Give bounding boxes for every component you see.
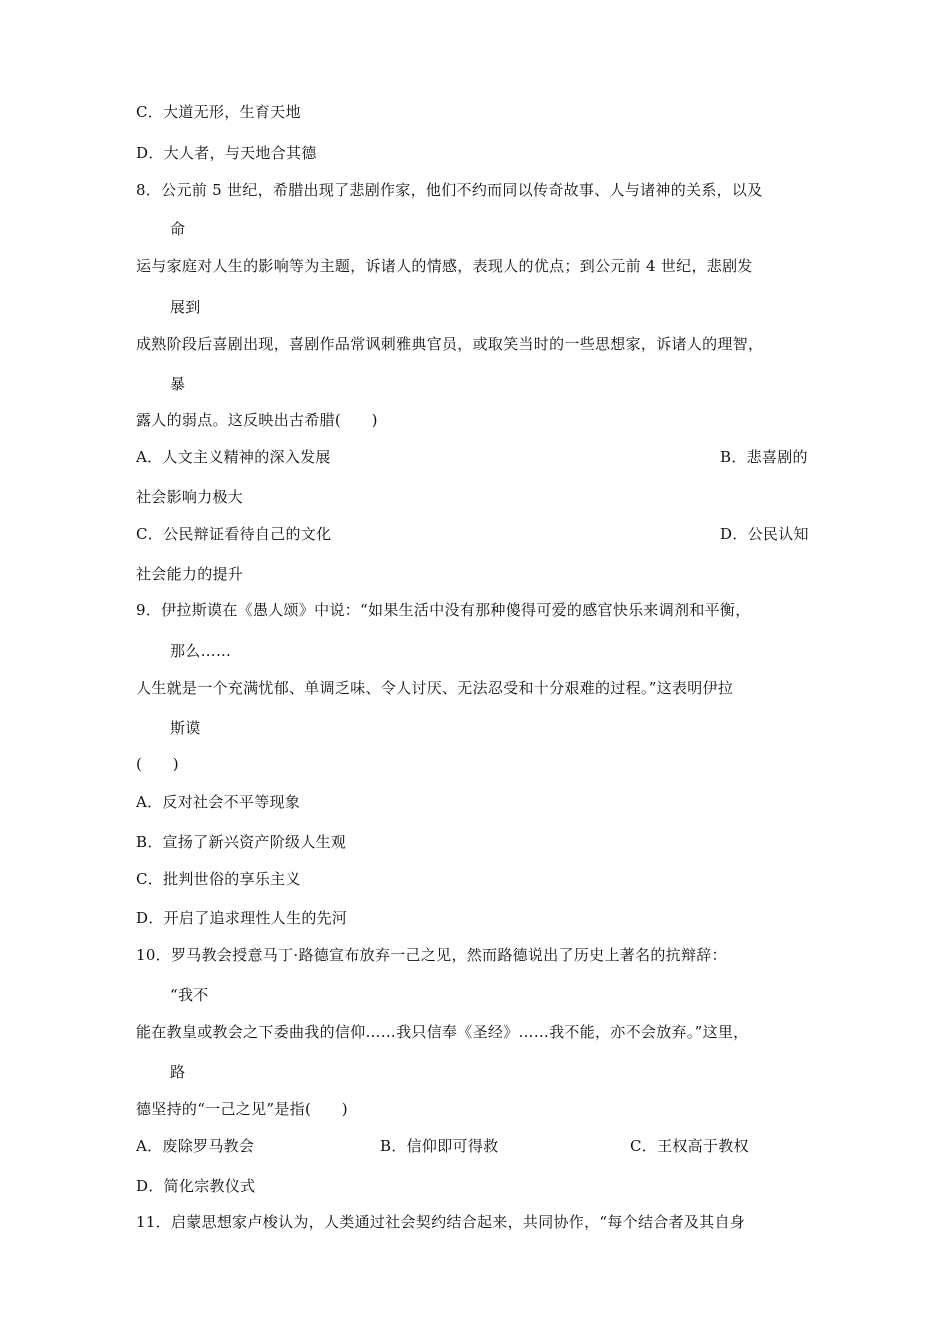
q8-stem-line-3: 运与家庭对人生的影响等为主题，诉诸人的情感，表现人的优点；到公元前 4 世纪，悲剧发 [136,257,753,275]
q9-stem-line-2: 那么…… [170,642,232,660]
q8-option-b: B．悲喜剧的 [720,448,808,466]
q9-option-a: A．反对社会不平等现象 [136,793,301,811]
q10-option-a: A．废除罗马教会 [136,1137,255,1155]
q8-option-b-cont: 社会影响力极大 [136,488,244,506]
q9-option-d: D．开启了追求理性人生的先河 [136,909,348,927]
q8-stem-line-6: 暴 [170,375,186,393]
q10-stem-line-4: 路 [170,1063,186,1081]
q9-option-b: B．宣扬了新兴资产阶级人生观 [136,833,347,851]
q10-stem-line-1: 10．罗马教会授意马丁·路德宣布放弃一己之见，然而路德说出了历史上著名的抗辩辞： [136,946,727,964]
q10-option-d: D．简化宗教仪式 [136,1177,256,1195]
q8-option-d-cont: 社会能力的提升 [136,565,244,583]
q8-option-a: A．人文主义精神的深入发展 [136,448,331,466]
q10-option-c: C．王权高于教权 [630,1137,749,1155]
q8-stem-line-4: 展到 [170,298,201,316]
q8-stem-line-7: 露人的弱点。这反映出古希腊( ) [136,411,378,429]
q9-stem-line-1: 9．伊拉斯谟在《愚人颂》中说：“如果生活中没有那种傻得可爱的感官快乐来调剂和平衡， [136,601,751,619]
q10-stem-line-3: 能在教皇或教会之下委曲我的信仰……我只信奉《圣经》……我不能，亦不会放弃。”这里， [136,1023,749,1041]
q9-option-c: C．批判世俗的享乐主义 [136,870,301,888]
q9-stem-line-3: 人生就是一个充满忧郁、单调乏味、令人讨厌、无法忍受和十分艰难的过程。”这表明伊拉 [136,679,734,697]
q11-stem-line-1: 11．启蒙思想家卢梭认为，人类通过社会契约结合起来，共同协作，“每个结合者及其自身 [136,1213,746,1231]
q9-stem-line-4: 斯谟 [170,719,201,737]
q8-option-d: D．公民认知 [720,525,809,543]
q9-answer-blank: ( ) [136,755,179,773]
q8-option-c: C．公民辩证看待自己的文化 [136,525,332,543]
q10-stem-line-5: 德坚持的“一己之见”是指( ) [136,1100,348,1118]
q8-stem-line-1: 8．公元前 5 世纪，希腊出现了悲剧作家，他们不约而同以传奇故事、人与诸神的关系，以及 [136,181,763,199]
q10-stem-line-2: “我不 [170,986,209,1004]
q7-option-d: D．大人者，与天地合其德 [136,144,317,162]
q8-stem-line-5: 成熟阶段后喜剧出现，喜剧作品常讽刺雅典官员，或取笑当时的一些思想家，诉诸人的理智， [136,335,764,353]
q7-option-c: C．大道无形，生育天地 [136,103,301,121]
q10-option-b: B．信仰即可得救 [380,1137,499,1155]
q8-stem-line-2: 命 [170,220,186,238]
